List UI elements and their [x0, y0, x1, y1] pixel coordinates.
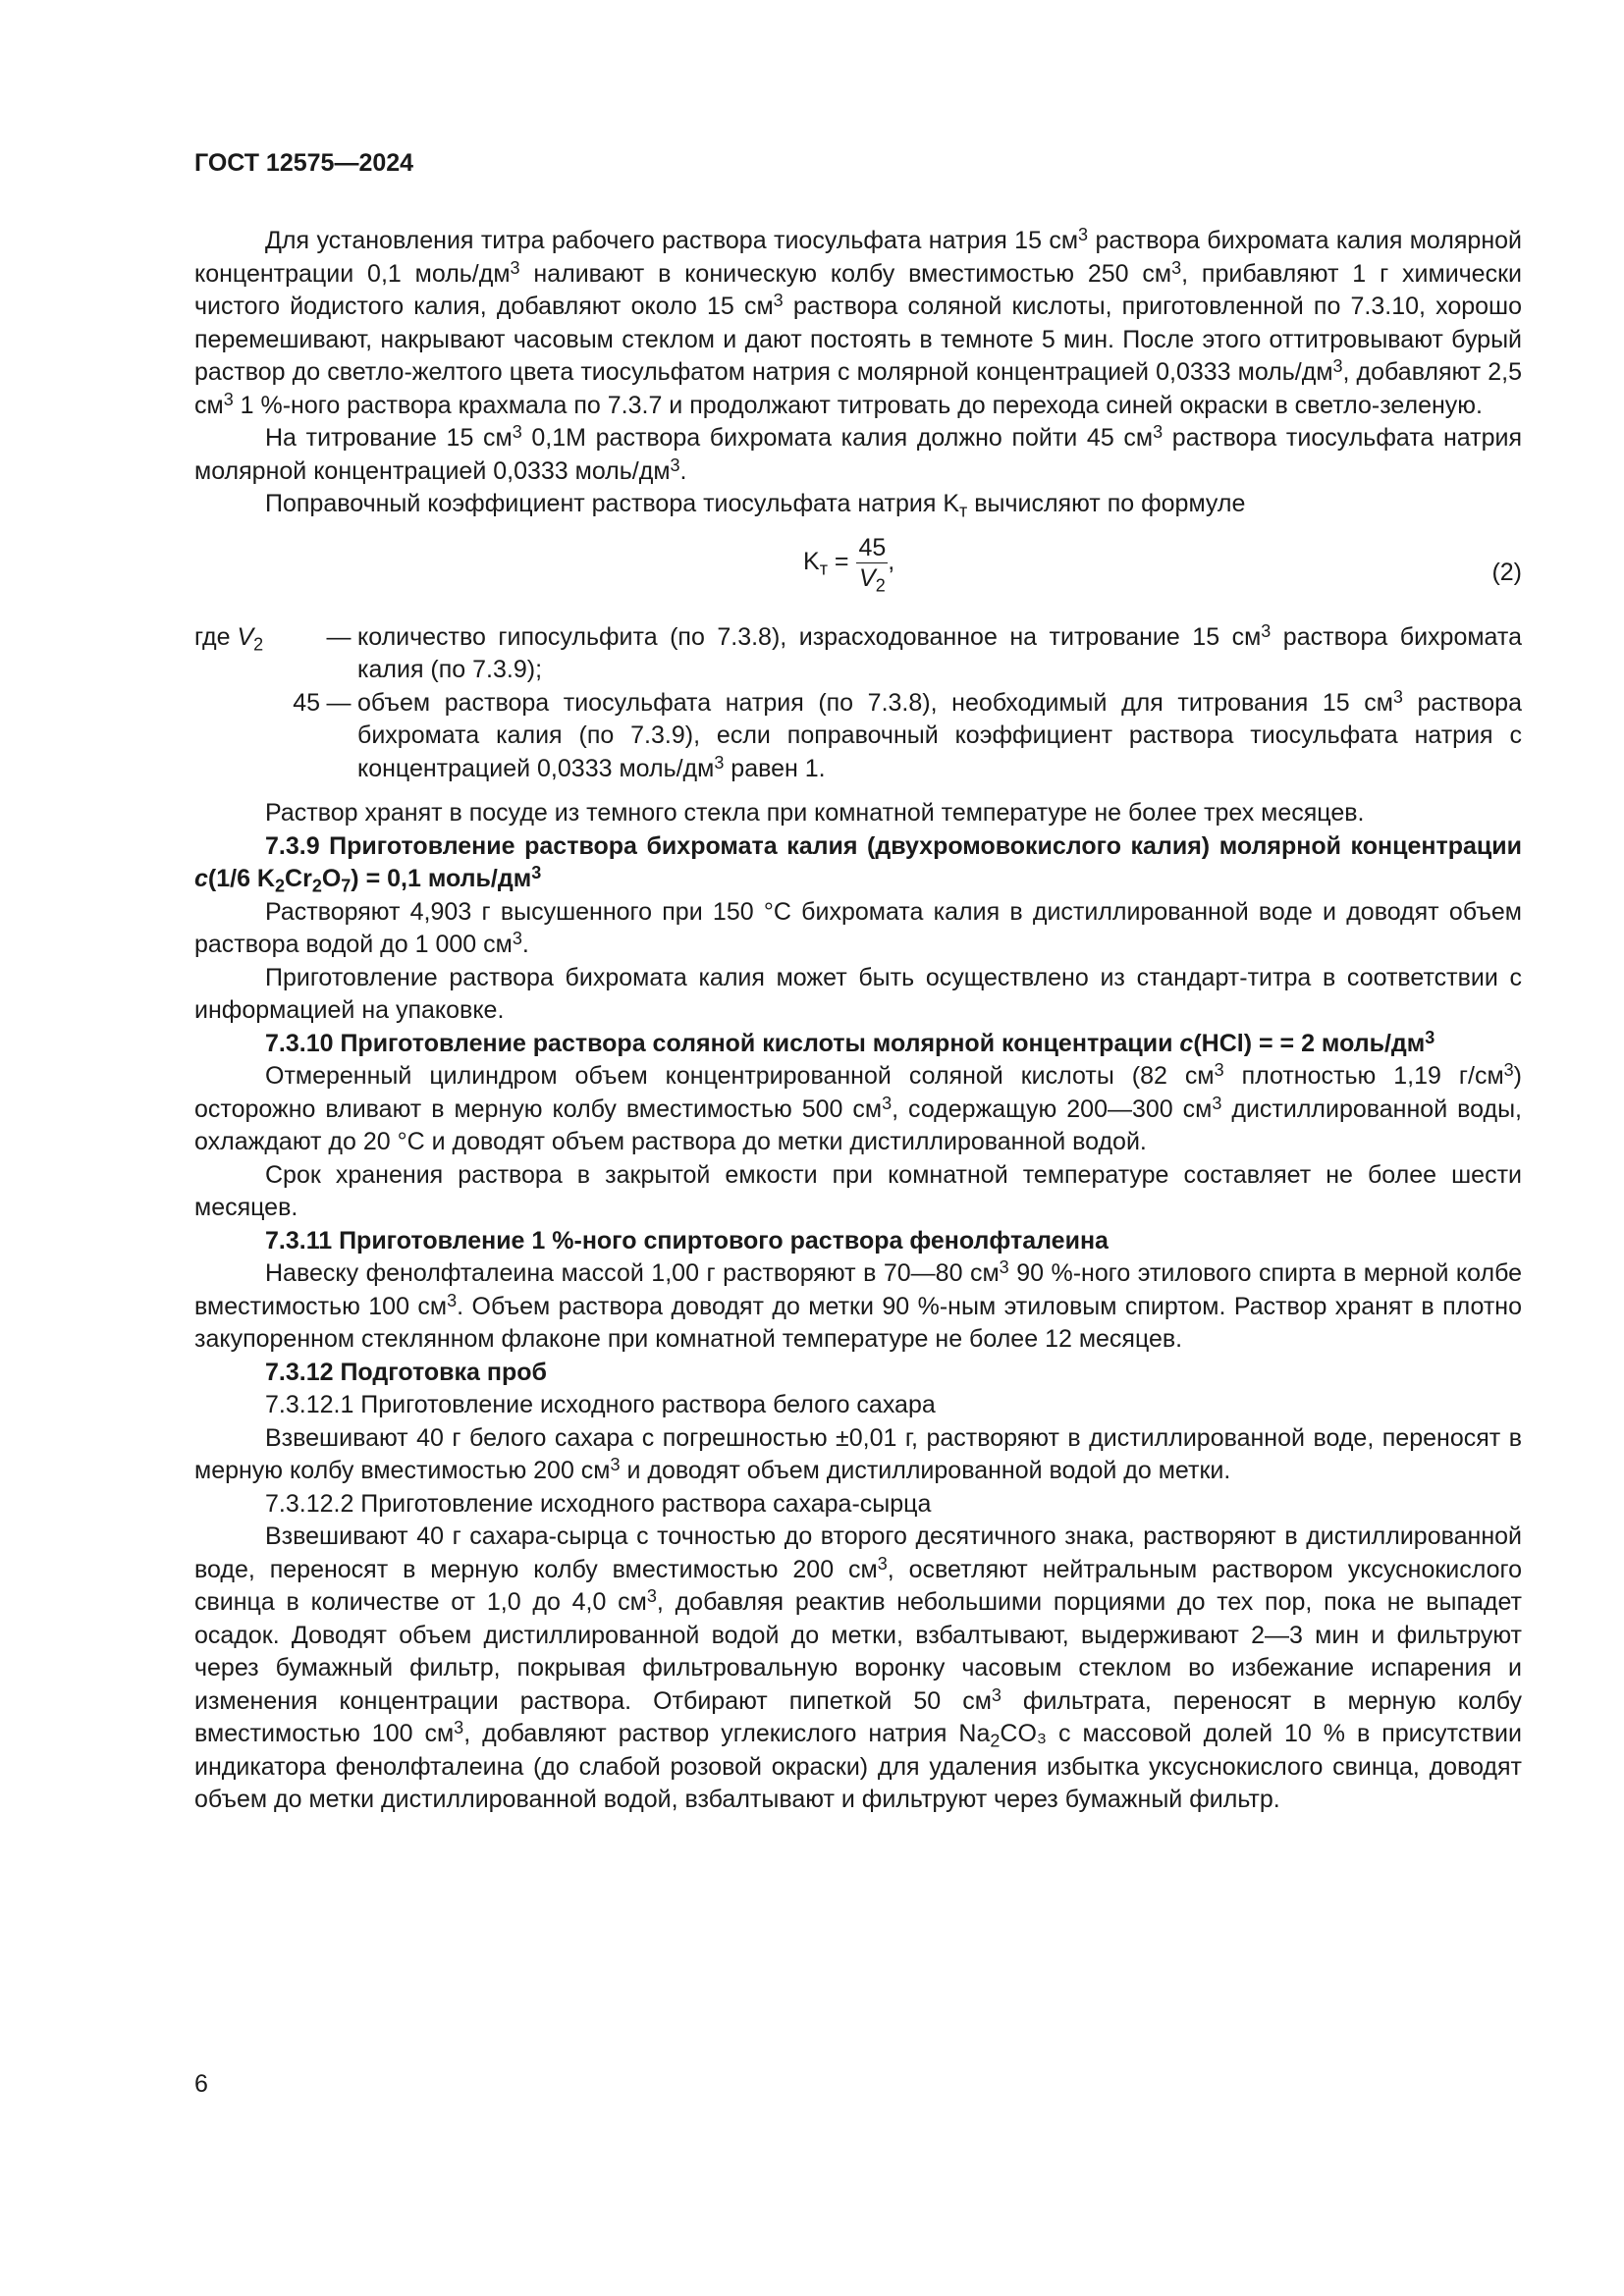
paragraph-dichromate-preparation: Растворяют 4,903 г высушенного при 150 °С бихромата калия в дистиллированной воде и доводят объем раствора водой до 1 000 $см^3$. [194, 897, 1522, 958]
document-body [194, 225, 1522, 1817]
where-label-45: 45 [293, 688, 320, 717]
paragraph-titration-volume: На титрование 15 $см^3$ 0,1М раствора бихромата калия должно пойти 45 $см^3$ раствора тиосульфата натрия молярной концентрацией 0,0333 моль/$дм^3$. [194, 421, 1522, 485]
formula-lhs: $K_т$ = [803, 548, 849, 579]
formula-fraction [856, 533, 888, 593]
formula-2 [194, 527, 1522, 615]
where-text-v2: количество гипосульфита (по 7.3.8), израсходованное на титрование 15 $см^3$ раствора бихромата калия (по 7.3.9); [357, 620, 1522, 683]
formula-numerator: 45 [858, 533, 887, 561]
subsection-heading-7-3-12-1: 7.3.12.1 Приготовление исходного раствора белого сахара [265, 1391, 936, 1418]
formula-denominator: $V_2$ [859, 563, 886, 595]
formula-number: (2) [1491, 558, 1522, 586]
where-text-45: объем раствора тиосульфата натрия (по 7.3.8), необходимый для титрования 15 $см^3$ раствора бихромата калия (по 7.3.9), если поправочный коэффициент раствора тиосульфата натрия с концентрацией 0,0333 моль/$дм^3$ равен 1. [357, 686, 1522, 782]
paragraph-raw-sugar: Взвешивают 40 г сахара-сырца с точностью до второго десятичного знака, растворяют в дистиллированной воде, переносят в мерную колбу вместимостью 200 $см^3$, осветляют нейтральным раствором уксуснокислого свинца в количестве от 1,0 до 4,0 $см^3$, добавляя реактив небольшими порциями до тех пор, пока не выпадет осадок. Доводят объем дистиллированной водой до метки, взбалтывают, выдерживают 2—3 мин и фильтруют через бумажный фильтр, покрывая фильтровальную воронку часовым стеклом во избежание испарения и изменения концентрации раствора. Отбирают пипеткой 50 $см^3$ фильтрата, переносят в мерную колбу вместимостью 100 $см^3$, добавляют раствор углекислого натрия $Na_2CO_3$ с массовой долей 10 % в присутствии индикатора фенолфталеина (до слабой розовой окраски) для удаления избытка уксуснокислого свинца, доводят объем до метки дистиллированной водой, взбалтывают и фильтруют через бумажный фильтр. [194, 1522, 1523, 1813]
paragraph-correction-coefficient: Поправочный коэффициент раствора тиосульфата натрия $K_т$ вычисляют по формуле [265, 490, 1246, 521]
subsection-heading-7-3-12-2: 7.3.12.2 Приготовление исходного раствора сахара-сырца [265, 1489, 932, 1518]
where-item-v2: где $V_2$ — количество гипосульфита (по 7.3.8), израсходованное на титрование 15 $см^3$ раствора бихромата калия (по 7.3.9); [194, 621, 1522, 687]
formula-explanation [194, 621, 1522, 786]
formula-expression [803, 533, 894, 593]
paragraph-white-sugar: Взвешивают 40 г белого сахара с погрешностью ±0,01 г, растворяют в дистиллированной воде, переносят в мерную колбу вместимостью 200 $см^3$ и доводят объем дистиллированной водой до метки. [194, 1423, 1522, 1484]
where-label-v2: где $V_2$ [194, 622, 264, 654]
section-heading-7-3-10: 7.3.10 Приготовление раствора соляной кислоты молярной концентрации c(HCl) = = 2 моль/$дм^3$ [265, 1027, 1435, 1057]
page-number: 6 [194, 2070, 208, 2098]
document-header: ГОСТ 12575—2024 [194, 149, 414, 177]
section-heading-7-3-12: 7.3.12 Подготовка проб [265, 1358, 547, 1386]
formula-trailing-comma: , [888, 548, 895, 576]
section-heading-7-3-11: 7.3.11 Приготовление 1 %-ного спиртового раствора фенолфталеина [265, 1226, 1109, 1255]
where-item-45: 45 — объем раствора тиосульфата натрия (по 7.3.8), необходимый для титрования 15 $см^3$ раствора бихромата калия (по 7.3.9), если поправочный коэффициент раствора тиосульфата натрия с концентрацией 0,0333 моль/$дм^3$ равен 1. [194, 687, 1522, 786]
paragraph-hcl-storage: Срок хранения раствора в закрытой емкости при комнатной температуре составляет не более шести месяцев. [194, 1160, 1522, 1221]
paragraph-titration-procedure: Для установления титра рабочего раствора тиосульфата натрия 15 $см^3$ раствора бихромата калия молярной концентрации 0,1 моль/$дм^3$ наливают в коническую колбу вместимостью 250 $см^3$, прибавляют 1 г химически чистого йодистого калия, добавляют около 15 $см^3$ раствора соляной кислоты, приготовленной по 7.3.10, хорошо перемешивают, накрывают часовым стеклом и дают постоять в темноте 5 мин. После этого оттитровывают бурый раствор до светло-желтого цвета тиосульфатом натрия с молярной концентрацией 0,0333 моль/$дм^3$, добавляют 2,5 $см^3$ 1 %-ного раствора крахмала по 7.3.7 и продолжают титровать до перехода синей окраски в светло-зеленую. [194, 224, 1522, 419]
section-heading-7-3-9: 7.3.9 Приготовление раствора бихромата калия (двухромовокислого калия) молярной концентрации c(1/6 $K_2Cr_2O_7) = 0,1$ моль/$дм^3$ [194, 831, 1522, 896]
paragraph-storage: Раствор хранят в посуде из темного стекла при комнатной температуре не более трех месяцев. [265, 799, 1365, 827]
paragraph-phenolphthalein: Навеску фенолфталеина массой 1,00 г растворяют в 70—80 $см^3$ 90 %-ного этилового спирта в мерной колбе вместимостью 100 $см^3$. Объем раствора доводят до метки 90 %-ным этиловым спиртом. Раствор хранят в плотно закупоренном стеклянном флаконе при комнатной температуре не более 12 месяцев. [194, 1256, 1523, 1353]
paragraph-standard-titre: Приготовление раствора бихромата калия может быть осуществлено из стандарт-титра в соответствии с информацией на упаковке. [194, 963, 1522, 1024]
paragraph-hcl-preparation: Отмеренный цилиндром объем концентрированной соляной кислоты (82 $см^3$ плотностью 1,19 $г/см^3$) осторожно вливают в мерную колбу вместимостью 500 $см^3$, содержащую 200—300 $см^3$ дистиллированной воды, охлаждают до 20 °С и доводят объем раствора до метки дистиллированной водой. [194, 1059, 1522, 1155]
